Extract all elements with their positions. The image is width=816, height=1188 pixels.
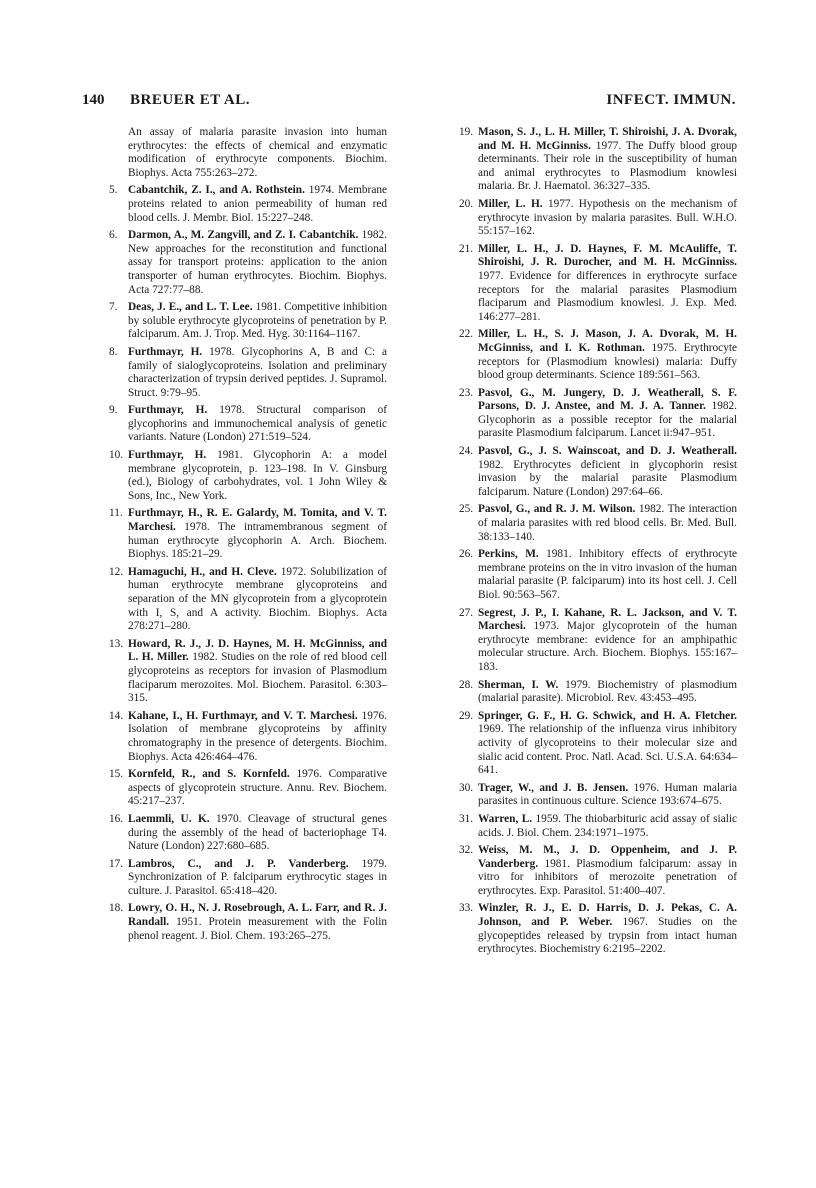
reference-body bbox=[128, 768, 387, 809]
reference-number: 10. bbox=[109, 449, 124, 462]
page-number: 140 bbox=[82, 92, 105, 108]
reference-authors: Miller, L. H., S. J. Mason, J. A. Dvorak, M. H. McGinniss, and I. K. Rothman. bbox=[478, 328, 737, 354]
reference-text: 1978. Glycophorins A, B and C: a family of sialoglycoproteins. Isolation and preliminary characterization of trypsin derived peptides. J. Supramol. Struct. 9:79–95. bbox=[128, 345, 387, 399]
reference-body bbox=[128, 566, 387, 634]
reference-number: 32. bbox=[459, 844, 474, 857]
reference-body bbox=[128, 813, 387, 854]
reference-entry bbox=[432, 445, 737, 499]
reference-text: 1981. Glycophorin A: a model membrane glycoprotein, p. 123–198. In V. Ginsburg (ed.), Biology of carbohydrates, vol. 1 John Wiley & Sons, Inc., New York. bbox=[128, 449, 387, 502]
reference-text: 1982. Erythrocytes deficient in glycophorin resist invasion by the malarial parasite Plasmodium falciparum. Nature (London) 297:64–66. bbox=[478, 458, 737, 498]
reference-authors: Kahane, I., H. Furthmayr, and V. T. Marchesi. bbox=[128, 709, 358, 722]
reference-text: 1982. Studies on the role of red blood cell glycoproteins as receptors for invasion of Plasmodium flaciparum merozoites. Mol. Biochem. Parasitol. 6:303–315. bbox=[128, 651, 388, 705]
reference-entry bbox=[82, 566, 387, 634]
reference-number: 5. bbox=[109, 184, 118, 197]
reference-entry bbox=[432, 548, 737, 602]
reference-number: 24. bbox=[459, 445, 474, 458]
reference-text: 1982. The interaction of malaria parasites with red blood cells. Br. Med. Bull. 38:133–140. bbox=[478, 503, 737, 543]
reference-body bbox=[478, 782, 737, 809]
reference-authors: Pasvol, G., J. S. Wainscoat, and D. J. Weatherall. bbox=[478, 445, 737, 458]
reference-body bbox=[128, 710, 387, 764]
reference-body bbox=[128, 449, 387, 503]
reference-number: 14. bbox=[109, 709, 124, 722]
reference-text: 1970. Cleavage of structural genes during the assembly of the head of bacteriophage T4. Nature (London) 227:680–685. bbox=[128, 812, 387, 853]
reference-body bbox=[128, 126, 387, 180]
reference-authors: Mason, S. J., L. H. Miller, T. Shiroishi, J. A. Dvorak, and M. H. McGinniss. bbox=[478, 126, 737, 152]
reference-body bbox=[478, 328, 737, 382]
reference-authors: Deas, J. E., and L. T. Lee. bbox=[128, 301, 253, 314]
running-header bbox=[82, 92, 736, 112]
reference-entry bbox=[82, 902, 387, 943]
reference-authors: Miller, L. H. bbox=[478, 197, 543, 210]
reference-authors: Pasvol, G., and R. J. M. Wilson. bbox=[478, 503, 636, 516]
reference-number: 7. bbox=[109, 301, 118, 314]
reference-entry bbox=[82, 346, 387, 400]
reference-authors: Perkins, M. bbox=[478, 548, 539, 561]
reference-entry bbox=[432, 710, 737, 778]
reference-number: 21. bbox=[459, 242, 474, 255]
reference-entry bbox=[432, 782, 737, 809]
reference-text: 1972. Solubilization of human erythrocyte membrane glycoproteins and separation of the MN glycoprotein from a glycoprotein with I, S, and A activity. Biochim. Biophys. Acta 278:271–280. bbox=[128, 565, 387, 633]
reference-text: 1976. Human malaria parasites in continuous culture. Science 193:674–675. bbox=[478, 781, 738, 808]
reference-body bbox=[478, 126, 737, 194]
reference-entry bbox=[82, 638, 387, 706]
reference-authors: Segrest, J. P., I. Kahane, R. L. Jackson, and V. T. Marchesi. bbox=[478, 606, 737, 633]
reference-number: 15. bbox=[109, 768, 124, 781]
reference-body bbox=[478, 198, 737, 239]
reference-text: 1973. Major glycoprotein of the human erythrocyte membrane: evidence for an amphipathic molecular structure. Arch. Biochem. Biophys. 155:167–183. bbox=[478, 620, 737, 673]
reference-body bbox=[478, 445, 737, 499]
reference-number: 31. bbox=[459, 812, 474, 825]
reference-number: 16. bbox=[109, 812, 124, 825]
reference-entry bbox=[432, 813, 737, 840]
reference-number: 11. bbox=[109, 507, 123, 520]
reference-column-right bbox=[432, 126, 737, 961]
running-head-authors: BREUER ET AL. bbox=[130, 92, 251, 108]
reference-entry bbox=[432, 126, 737, 194]
reference-entry bbox=[432, 503, 737, 544]
reference-text: 1982. Glycophorin as a possible receptor for the malarial parasite Plasmodium falciparum. Lancet ii:947–951. bbox=[478, 400, 737, 440]
reference-authors: Lowry, O. H., N. J. Rosebrough, A. L. Farr, and R. J. Randall. bbox=[128, 902, 387, 929]
reference-number: 23. bbox=[459, 386, 474, 399]
reference-authors: Kornfeld, R., and S. Kornfeld. bbox=[128, 768, 290, 781]
reference-body bbox=[478, 679, 737, 706]
reference-body bbox=[128, 229, 387, 297]
reference-number: 12. bbox=[109, 565, 124, 578]
reference-entry bbox=[432, 243, 737, 325]
reference-body bbox=[128, 638, 387, 706]
reference-number: 22. bbox=[459, 328, 474, 341]
reference-authors: Trager, W., and J. B. Jensen. bbox=[478, 781, 629, 794]
reference-entry bbox=[82, 710, 387, 764]
reference-entry bbox=[432, 198, 737, 239]
reference-authors: Furthmayr, H. bbox=[128, 404, 208, 417]
reference-text: 1977. Hypothesis on the mechanism of erythrocyte invasion by malaria parasites. Bull. W.H.O. 55:157–162. bbox=[478, 197, 738, 238]
reference-number: 27. bbox=[459, 606, 474, 619]
reference-authors: Laemmli, U. K. bbox=[128, 812, 210, 825]
reference-number: 29. bbox=[459, 709, 474, 722]
reference-authors: Warren, L. bbox=[478, 812, 533, 825]
reference-authors: Howard, R. J., J. D. Haynes, M. H. McGinniss, and L. H. Miller. bbox=[128, 637, 387, 664]
reference-authors: Furthmayr, H. bbox=[128, 449, 207, 462]
reference-authors: Hamaguchi, H., and H. Cleve. bbox=[128, 565, 277, 578]
reference-entry bbox=[432, 607, 737, 675]
reference-text: 1976. Isolation of membrane glycoproteins by affinity chromatography in the presence of detergents. Biochim. Biophys. Acta 426:464–476. bbox=[128, 709, 387, 763]
reference-text: 1977. Evidence for differences in erythrocyte surface receptors for the malarial parasites Plasmodium flaciparum and Plasmodium knowlesi. J. Exp. Med. 146:277–281. bbox=[478, 269, 737, 323]
reference-body bbox=[128, 902, 387, 943]
reference-body bbox=[128, 507, 387, 561]
reference-authors: Lambros, C., and J. P. Vanderberg. bbox=[128, 857, 349, 870]
reference-number: 20. bbox=[459, 197, 474, 210]
reference-authors: Sherman, I. W. bbox=[478, 678, 559, 691]
reference-number: 33. bbox=[459, 902, 474, 915]
reference-text: 1975. Erythrocyte receptors for (Plasmodium knowlesi) malaria: Duffy blood group determinants. Science 189:561–563. bbox=[478, 341, 737, 382]
reference-number: 30. bbox=[459, 781, 474, 794]
reference-text: 1979. Synchronization of P. falciparum erythrocytic stages in culture. J. Parasitol. 65:418–420. bbox=[128, 857, 387, 897]
reference-authors: Miller, L. H., J. D. Haynes, F. M. McAuliffe, T. Shiroishi, J. R. Durocher, and M. H. McGinniss. bbox=[478, 242, 737, 269]
reference-entry bbox=[82, 184, 387, 225]
reference-entry bbox=[82, 813, 387, 854]
reference-entry bbox=[82, 126, 387, 180]
reference-entry bbox=[432, 902, 737, 956]
reference-authors: Pasvol, G., M. Jungery, D. J. Weatherall, S. F. Parsons, D. J. Anstee, and M. J. A. Tanner. bbox=[478, 386, 737, 413]
reference-text: 1981. Competitive inhibition by soluble erythrocyte glycoproteins of penetration by P. falciparum. Am. J. Trop. Med. Hyg. 30:1164–1167. bbox=[128, 301, 387, 341]
reference-authors: Cabantchik, Z. I., and A. Rothstein. bbox=[128, 184, 305, 197]
reference-text: 1976. Comparative aspects of glycoprotein structure. Annu. Rev. Biochem. 45:217–237. bbox=[128, 768, 387, 808]
reference-entry bbox=[82, 301, 387, 342]
reference-number: 9. bbox=[109, 404, 118, 417]
reference-body bbox=[478, 548, 737, 602]
reference-text: 1951. Protein measurement with the Folin phenol reagent. J. Biol. Chem. 193:265–275. bbox=[128, 916, 387, 942]
reference-text: 1981. Inhibitory effects of erythrocyte membrane proteins on the in vitro invasion of the human malarial parasite (P. falciparum) into its host cell. J. Cell Biol. 90:563–567. bbox=[478, 548, 737, 601]
reference-number: 19. bbox=[459, 126, 474, 138]
reference-authors: Furthmayr, H. bbox=[128, 345, 203, 358]
reference-number: 13. bbox=[109, 637, 124, 650]
reference-body bbox=[478, 387, 737, 441]
reference-body bbox=[478, 607, 737, 675]
reference-text: 1978. The intramembranous segment of human erythrocyte glycophorin A. Arch. Biochem. Biophys. 185:21–29. bbox=[128, 521, 387, 561]
reference-text: 1978. Structural comparison of glycophorins and immunochemical analysis of genetic variants. Nature (London) 271:519–524. bbox=[128, 404, 387, 444]
reference-text: 1981. Plasmodium falciparum: assay in vitro for inhibitors of merozoite penetration of erythrocytes. Exp. Parasitol. 51:400–407. bbox=[478, 857, 737, 897]
reference-body bbox=[128, 404, 387, 445]
reference-body bbox=[478, 844, 737, 898]
reference-text: 1967. Studies on the glycopeptides released by trypsin from intact human erythrocytes. Biochemistry 6:2195–2202. bbox=[478, 916, 737, 956]
reference-entry bbox=[432, 328, 737, 382]
reference-number: 18. bbox=[109, 902, 124, 915]
reference-number: 26. bbox=[459, 548, 474, 561]
reference-body bbox=[128, 184, 387, 225]
reference-text: 1974. Membrane proteins related to anion permeability of human red blood cells. J. Membr. Biol. 15:227–248. bbox=[128, 184, 387, 224]
reference-number: 6. bbox=[109, 229, 118, 242]
reference-entry bbox=[82, 449, 387, 503]
reference-text: 1959. The thiobarbituric acid assay of sialic acids. J. Biol. Chem. 234:1971–1975. bbox=[478, 812, 737, 839]
reference-body bbox=[478, 902, 737, 956]
reference-number: 17. bbox=[109, 857, 124, 870]
reference-text: An assay of malaria parasite invasion into human erythrocytes: the effects of chemical and enzymatic modification of erythrocyte components. Biochim. Biophys. Acta 755:263–272. bbox=[128, 126, 387, 179]
reference-number: 28. bbox=[459, 678, 474, 691]
reference-number: 8. bbox=[109, 345, 118, 358]
reference-authors: Weiss, M. M., J. D. Oppenheim, and J. P. Vanderberg. bbox=[478, 844, 737, 870]
reference-entry bbox=[82, 229, 387, 297]
reference-body bbox=[128, 346, 387, 400]
reference-column-left bbox=[82, 126, 387, 947]
reference-entry bbox=[82, 507, 387, 561]
reference-number: 25. bbox=[459, 503, 474, 516]
reference-authors: Darmon, A., M. Zangvill, and Z. I. Cabantchik. bbox=[128, 229, 359, 242]
reference-body bbox=[128, 858, 387, 899]
reference-body bbox=[478, 503, 737, 544]
journal-name: INFECT. IMMUN. bbox=[606, 92, 736, 108]
reference-text: 1979. Biochemistry of plasmodium (malarial parasite). Microbiol. Rev. 43:453–495. bbox=[478, 678, 737, 705]
reference-authors: Springer, G. F., H. G. Schwick, and H. A. Fletcher. bbox=[478, 709, 737, 722]
reference-body bbox=[478, 243, 737, 325]
reference-entry bbox=[82, 768, 387, 809]
reference-entry bbox=[82, 858, 387, 899]
reference-text: 1982. New approaches for the reconstitution and functional assay for transport proteins: application to the anion transporter of human erythrocytes. Biochim. Biophys. Acta 727:77–88. bbox=[128, 229, 387, 296]
reference-body bbox=[478, 710, 737, 778]
reference-entry bbox=[432, 679, 737, 706]
reference-text: 1977. The Duffy blood group determinants. Their role in the susceptibility of human and animal erythrocytes to Plasmodium knowlesi malaria. Br. J. Haematol. 36:327–335. bbox=[478, 139, 737, 193]
reference-body bbox=[128, 301, 387, 342]
reference-entry bbox=[432, 844, 737, 898]
reference-body bbox=[478, 813, 737, 840]
reference-entry bbox=[82, 404, 387, 445]
reference-authors: Furthmayr, H., R. E. Galardy, M. Tomita, and V. T. Marchesi. bbox=[128, 507, 387, 534]
reference-authors: Winzler, R. J., E. D. Harris, D. J. Pekas, C. A. Johnson, and P. Weber. bbox=[478, 902, 737, 929]
reference-entry bbox=[432, 387, 737, 441]
reference-text: 1969. The relationship of the influenza virus inhibitory activity of glycoproteins to their molecular size and sialic acid content. Proc. Natl. Acad. Sci. U.S.A. 64:634–641. bbox=[478, 723, 737, 777]
